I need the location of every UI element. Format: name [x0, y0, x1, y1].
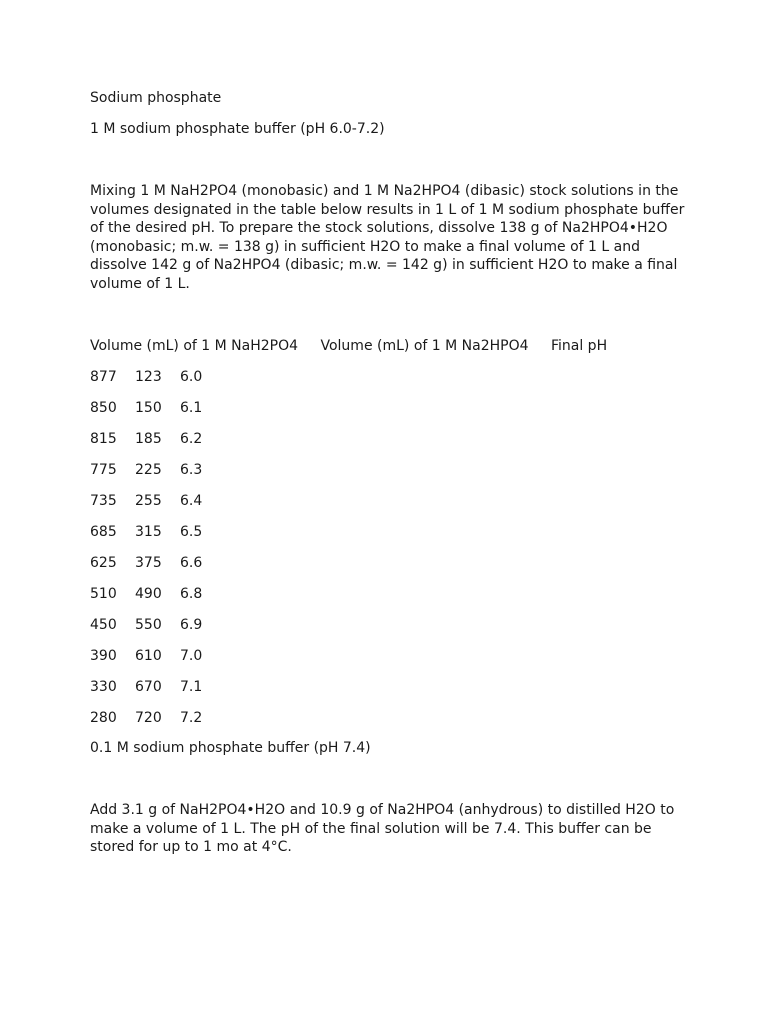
- table-cell: 775: [90, 462, 117, 478]
- table-row: [90, 430, 220, 448]
- table-cell: 625: [90, 555, 117, 571]
- table-cell: 390: [90, 648, 117, 664]
- table-cell: 330: [90, 679, 117, 695]
- table-cell: 735: [90, 493, 117, 509]
- table-row: [90, 523, 220, 541]
- table-cell: 150: [135, 400, 162, 416]
- table-cell: 7.2: [180, 710, 203, 726]
- table-row: [90, 554, 220, 572]
- table-cell: 7.1: [180, 679, 203, 695]
- table-cell: 720: [135, 710, 162, 726]
- section1-paragraph: Mixing 1 M NaH2PO4 (monobasic) and 1 M Na2HPO4 (dibasic) stock solutions in the volumes designated in the table below results in 1 L of 1 M sodium phosphate buffer of the desired pH. To prepare the stock solutions, dissolve 138 g of Na2HPO4•H2O (monobasic; m.w. = 138 g) in sufficient H2O to make a final volume of 1 L and dissolve 142 g of Na2HPO4 (dibasic; m.w. = 142 g) in sufficient H2O to make a final volume of 1 L.: [90, 183, 685, 292]
- section2-heading: 0.1 M sodium phosphate buffer (pH 7.4): [90, 740, 371, 756]
- table-cell: 815: [90, 431, 117, 447]
- table-row: [90, 678, 220, 696]
- table-cell: 280: [90, 710, 117, 726]
- section2-paragraph: Add 3.1 g of NaH2PO4•H2O and 10.9 g of Na2HPO4 (anhydrous) to distilled H2O to make a volume of 1 L. The pH of the final solution will be 7.4. This buffer can be stored for up to 1 mo at 4°C.: [90, 802, 675, 855]
- table-cell: 877: [90, 369, 117, 385]
- table-row: [90, 616, 220, 634]
- table-row: [90, 399, 220, 417]
- table-row: [90, 492, 220, 510]
- table-cell: 550: [135, 617, 162, 633]
- table-cell: 610: [135, 648, 162, 664]
- table-cell: 510: [90, 586, 117, 602]
- table-cell: 490: [135, 586, 162, 602]
- table-cell: 6.1: [180, 400, 203, 416]
- table-row: [90, 709, 220, 727]
- table-header-col3: Final pH: [550, 338, 608, 354]
- table-header: [90, 337, 625, 355]
- table-row: [90, 368, 220, 386]
- section1-heading: 1 M sodium phosphate buffer (pH 6.0-7.2): [90, 121, 385, 137]
- table-cell: 225: [135, 462, 162, 478]
- table-cell: 850: [90, 400, 117, 416]
- table-row: [90, 647, 220, 665]
- table-row: [90, 461, 220, 479]
- table-cell: 185: [135, 431, 162, 447]
- table-cell: 685: [90, 524, 117, 540]
- table-cell: 6.5: [180, 524, 203, 540]
- table-cell: 315: [135, 524, 162, 540]
- table-header-col1: Volume (mL) of 1 M NaH2PO4: [90, 338, 299, 354]
- table-cell: 255: [135, 493, 162, 509]
- table-cell: 670: [135, 679, 162, 695]
- table-header-col2: Volume (mL) of 1 M Na2HPO4: [320, 338, 529, 354]
- table-cell: 6.0: [180, 369, 203, 385]
- table-cell: 6.6: [180, 555, 203, 571]
- table-cell: 6.3: [180, 462, 203, 478]
- table-cell: 6.9: [180, 617, 203, 633]
- document-title: Sodium phosphate: [90, 90, 222, 106]
- table-row: [90, 585, 220, 603]
- table-cell: 6.8: [180, 586, 203, 602]
- table-cell: 375: [135, 555, 162, 571]
- table-cell: 450: [90, 617, 117, 633]
- table-cell: 6.2: [180, 431, 203, 447]
- table-cell: 123: [135, 369, 162, 385]
- table-cell: 7.0: [180, 648, 203, 664]
- table-cell: 6.4: [180, 493, 203, 509]
